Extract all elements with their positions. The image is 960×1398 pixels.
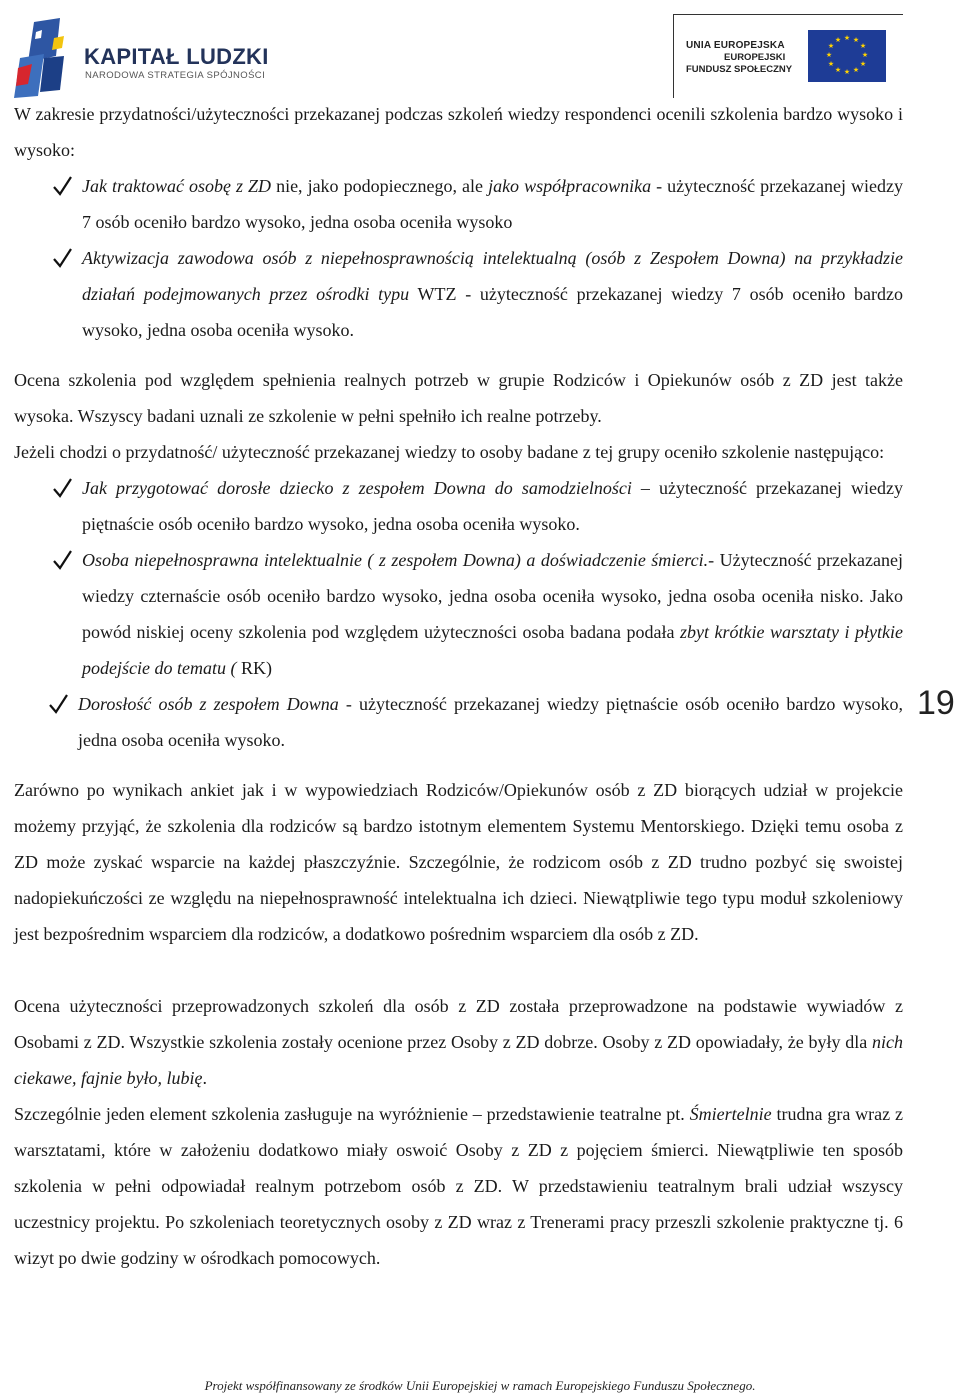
paragraph-parents-usefulness: Jeżeli chodzi o przydatność/ użyteczność przekazanej wiedzy to osoby badane z tej grupy oceniło szkolenie następująco:: [14, 442, 885, 462]
svg-text:★: ★: [827, 42, 835, 50]
eu-logo-line3: FUNDUSZ SPOŁECZNY: [686, 64, 793, 75]
list-item-title: Jak traktować osobę z ZD: [82, 176, 272, 196]
svg-text:★: ★: [825, 51, 833, 59]
list-item: [14, 470, 903, 542]
paragraph-theatre: [14, 1096, 903, 1276]
svg-text:★: ★: [859, 60, 867, 68]
svg-text:★: ★: [852, 66, 860, 74]
list-item-text: RK): [236, 658, 272, 678]
svg-text:★: ★: [859, 42, 867, 50]
list-item: [14, 686, 903, 758]
paragraph-text: .: [202, 1068, 207, 1088]
checklist-parents: [14, 470, 903, 758]
list-item: [14, 542, 903, 686]
eu-logo-border-top: [673, 14, 903, 15]
svg-text:★: ★: [861, 51, 869, 59]
paragraph-summary: Zarówno po wynikach ankiet jak i w wypowiedziach Rodziców/Opiekunów osób z ZD biorących udział w projekcie możemy przyjąć, że szkolenia dla rodziców są bardzo istotnym elementem Systemu Mentorskiego. Dzięki temu osoba z ZD może zyskać wsparcie na każdej płaszczyźnie. Szczególnie, że rodzicom osób z ZD trudno pozbyć się swoistej nadopiekuńczości ze względu na niepełnosprawność intelektualna ich dzieci. Niewątpliwie tego typu moduł szkoleniowy jest bezpośrednim wsparciem dla rodziców, a dodatkowo pośrednim wsparciem dla osób z ZD.: [14, 780, 903, 944]
list-item-emphasis: jako współpracownika: [488, 176, 652, 196]
checkmark-icon: [48, 686, 68, 722]
list-item-text: - użyteczność przekazanej wiedzy piętnaście osób oceniło bardzo wysoko, jedna osoba oceniła wysoko.: [78, 694, 903, 750]
list-item-title: Dorosłość osób z zespołem Downa: [78, 694, 339, 714]
eu-logo-line1: UNIA EUROPEJSKA: [686, 40, 785, 51]
checkmark-icon: [52, 168, 72, 204]
svg-text:★: ★: [843, 68, 851, 76]
paragraph-text: Ocena użyteczności przeprowadzonych szkoleń dla osób z ZD została przeprowadzone na podstawie wywiadów z Osobami z ZD. Wszystkie szkolenia zostały ocenione przez Osoby z ZD dobrze. Osoby z ZD opowiadały, że były dla: [14, 996, 903, 1052]
svg-text:★: ★: [834, 36, 842, 44]
paragraph-zd-evaluation: [14, 988, 903, 1096]
document-body: [14, 96, 903, 1276]
paragraph-text: trudna gra wraz z warsztatami, które w założeniu dodatkowo miały oswoić Osoby z ZD z pojęciem śmierci. Niewątpliwie ten sposób szkolenia w pełni odpowiadał realnym potrzebom osób z ZD. W przedstawieniu teatralnym brali udział wszyscy uczestnicy projektu. Po szkoleniach teoretycznych osoby z ZD wraz z Trenerami pracy przeszli szkolenie praktyczne tj. 6 wizyt po dwie godziny w ośrodkach pomocowych.: [14, 1104, 903, 1268]
list-item-title: Aktywizacja zawodowa osób z niepełnosprawnością intelektualną (osób z Zespołem Downa) na przykładzie działań podejmowanych przez ośrodki typu: [82, 248, 903, 304]
paragraph-intro: W zakresie przydatności/użyteczności przekazanej podczas szkoleń wiedzy respondenci ocenili szkolenia bardzo wysoko i wysoko:: [14, 104, 903, 160]
list-item: [14, 240, 903, 348]
checkmark-icon: [52, 240, 72, 276]
checkmark-icon: [52, 542, 72, 578]
paragraph-title-emphasis: Śmiertelnie: [689, 1104, 772, 1124]
list-item-text: - Użyteczność przekazanej wiedzy czternaście osób oceniło bardzo wysoko, jedna osoba oceniła wysoko, jedna osoba oceniła nisko. Jako powód niskiej oceny szkolenia pod względem użyteczności osoba badana podała: [82, 550, 903, 642]
list-item-text: WTZ - użyteczność przekazanej wiedzy 7 osób oceniło bardzo wysoko, jedna osoba oceniła wysoko.: [82, 284, 904, 340]
svg-text:★: ★: [843, 34, 851, 42]
kapital-ludzki-emblem-icon: [14, 18, 80, 98]
svg-text:★: ★: [852, 36, 860, 44]
eu-logo-line2: EUROPEJSKI: [724, 52, 786, 63]
page-header: [0, 0, 960, 100]
paragraph-text: Szczególnie jeden element szkolenia zasługuje na wyróżnienie – przedstawienie teatralne pt.: [14, 1104, 690, 1124]
svg-text:★: ★: [834, 66, 842, 74]
page-number: 19: [917, 684, 955, 722]
list-item-text: – użyteczność przekazanej wiedzy piętnaście osób oceniło bardzo wysoko, jedna osoba oceniła wysoko.: [82, 478, 903, 534]
kapital-ludzki-title: KAPITAŁ LUDZKI: [84, 44, 269, 69]
page-footer: Projekt współfinansowany ze środków Unii Europejskiej w ramach Europejskiego Funduszu Społecznego.: [204, 1378, 756, 1393]
svg-text:★: ★: [827, 60, 835, 68]
eu-flag-icon: [808, 30, 886, 82]
list-item-title: Jak przygotować dorosłe dziecko z zespołem Downa do samodzielności: [82, 478, 632, 498]
paragraph-quote: nich ciekawe, fajnie było, lubię: [14, 1032, 903, 1088]
eu-logo-border-left: [673, 14, 674, 98]
list-item-emphasis: zbyt krótkie warsztaty i płytkie podejście do tematu (: [82, 622, 904, 678]
eu-logo-text: [686, 40, 792, 76]
list-item-title: Osoba niepełnosprawna intelektualnie ( z zespołem Downa) a doświadczenie śmierci.: [82, 550, 709, 570]
eu-logo: [673, 14, 903, 98]
checklist-respondents: [14, 168, 903, 348]
list-item: [14, 168, 903, 240]
paragraph-parents-needs: Ocena szkolenia pod względem spełnienia realnych potrzeb w grupie Rodziców i Opiekunów osób z ZD jest także wysoka. Wszyscy badani uznali ze szkolenie w pełni spełniło ich realne potrzeby.: [14, 370, 903, 426]
kapital-ludzki-subtitle: NARODOWA STRATEGIA SPÓJNOŚCI: [85, 70, 266, 81]
checkmark-icon: [52, 470, 72, 506]
kapital-ludzki-logo: [14, 18, 269, 98]
list-item-text: - użyteczność przekazanej wiedzy 7 osób oceniło bardzo wysoko, jedna osoba oceniła wysoko: [82, 176, 904, 232]
list-item-text: nie, jako podopiecznego, ale: [271, 176, 489, 196]
